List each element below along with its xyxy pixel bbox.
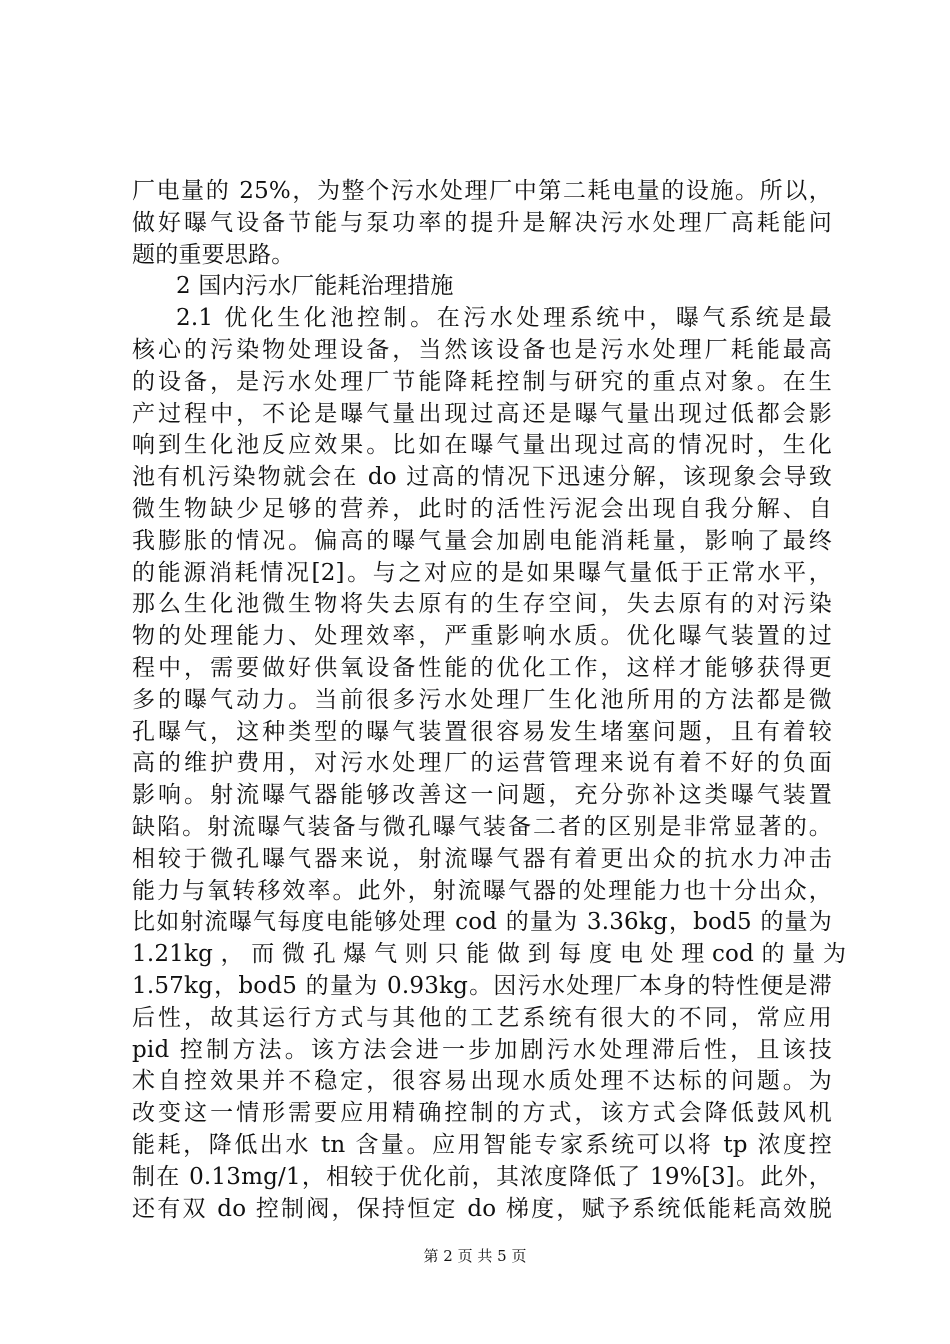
text-line: 那么生化池微生物将失去原有的生存空间，失去原有的对污染 xyxy=(132,591,832,618)
text-line: 相较于微孔曝气器来说，射流曝气器有着更出众的抗水力冲击 xyxy=(132,845,832,872)
text-line: 1.21kg ， 而 微 孔 爆 气 则 只 能 做 到 每 度 电 处 理 cod 的 量 为 xyxy=(132,941,847,968)
text-line: 2 国内污水厂能耗治理措施 xyxy=(176,273,454,300)
text-line: 我膨胀的情况。偏高的曝气量会加剧电能消耗量，影响了最终 xyxy=(132,527,832,554)
text-line: 厂电量的 25%，为整个污水处理厂中第二耗电量的设施。所以， xyxy=(132,178,832,204)
text-line: 还有双 do 控制阀，保持恒定 do 梯度，赋予系统低能耗高效脱 xyxy=(132,1195,832,1222)
text-line: 的设备，是污水处理厂节能降耗控制与研究的重点对象。在生 xyxy=(132,368,832,395)
text-line: 2.1 优化生化池控制。在污水处理系统中，曝气系统是最 xyxy=(176,305,832,332)
text-line: 缺陷。射流曝气装备与微孔曝气装备二者的区别是非常显著的。 xyxy=(132,813,832,840)
text-line: 后性，故其运行方式与其他的工艺系统有很大的不同，常应用 xyxy=(132,1004,832,1031)
text-line: 影响。射流曝气器能够改善这一问题，充分弥补这类曝气装置 xyxy=(132,782,832,809)
text-line: 的能源消耗情况[2]。与之对应的是如果曝气量低于正常水平， xyxy=(132,559,832,586)
text-line: 比如射流曝气每度电能够处理 cod 的量为 3.36kg，bod5 的量为 xyxy=(132,909,832,936)
page-footer: 第 2 页 共 5 页 xyxy=(423,1247,527,1265)
text-line: 1.57kg，bod5 的量为 0.93kg。因污水处理厂本身的特性便是滞 xyxy=(132,972,832,999)
text-line: 能耗，降低出水 tn 含量。应用智能专家系统可以将 tp 浓度控 xyxy=(132,1131,832,1158)
text-line: 做好曝气设备节能与泵功率的提升是解决污水处理厂高耗能问 xyxy=(132,209,832,236)
text-line: 制在 0.13mg/1，相较于优化前，其浓度降低了 19%[3]。此外， xyxy=(132,1163,832,1190)
text-line: 池有机污染物就会在 do 过高的情况下迅速分解，该现象会导致 xyxy=(132,464,832,491)
text-line: 物的处理能力、处理效率，严重影响水质。优化曝气装置的过 xyxy=(132,623,832,650)
text-line: 核心的污染物处理设备，当然该设备也是污水处理厂耗能最高 xyxy=(132,336,832,363)
text-line: 术自控效果并不稳定，很容易出现水质处理不达标的问题。为 xyxy=(132,1068,832,1095)
text-line: 微生物缺少足够的营养，此时的活性污泥会出现自我分解、自 xyxy=(132,495,832,522)
text-line: 响到生化池反应效果。比如在曝气量出现过高的情况时，生化 xyxy=(132,432,832,459)
text-line: 能力与氧转移效率。此外，射流曝气器的处理能力也十分出众， xyxy=(132,877,832,904)
body-text xyxy=(132,176,847,1225)
text-line: 高的维护费用，对污水处理厂的运营管理来说有着不好的负面 xyxy=(132,750,832,777)
text-line: 多的曝气动力。当前很多污水处理厂生化池所用的方法都是微 xyxy=(132,686,832,713)
text-line: 改变这一情形需要应用精确控制的方式，该方式会降低鼓风机 xyxy=(132,1100,832,1127)
text-line: pid 控制方法。该方法会进一步加剧污水处理滞后性，且该技 xyxy=(132,1036,832,1063)
text-line: 题的重要思路。 xyxy=(132,241,295,268)
text-line: 产过程中，不论是曝气量出现过高还是曝气量出现过低都会影 xyxy=(132,400,832,427)
text-line: 程中，需要做好供氧设备性能的优化工作，这样才能够获得更 xyxy=(132,654,832,681)
text-line: 孔曝气，这种类型的曝气装置很容易发生堵塞问题，且有着较 xyxy=(132,718,832,745)
